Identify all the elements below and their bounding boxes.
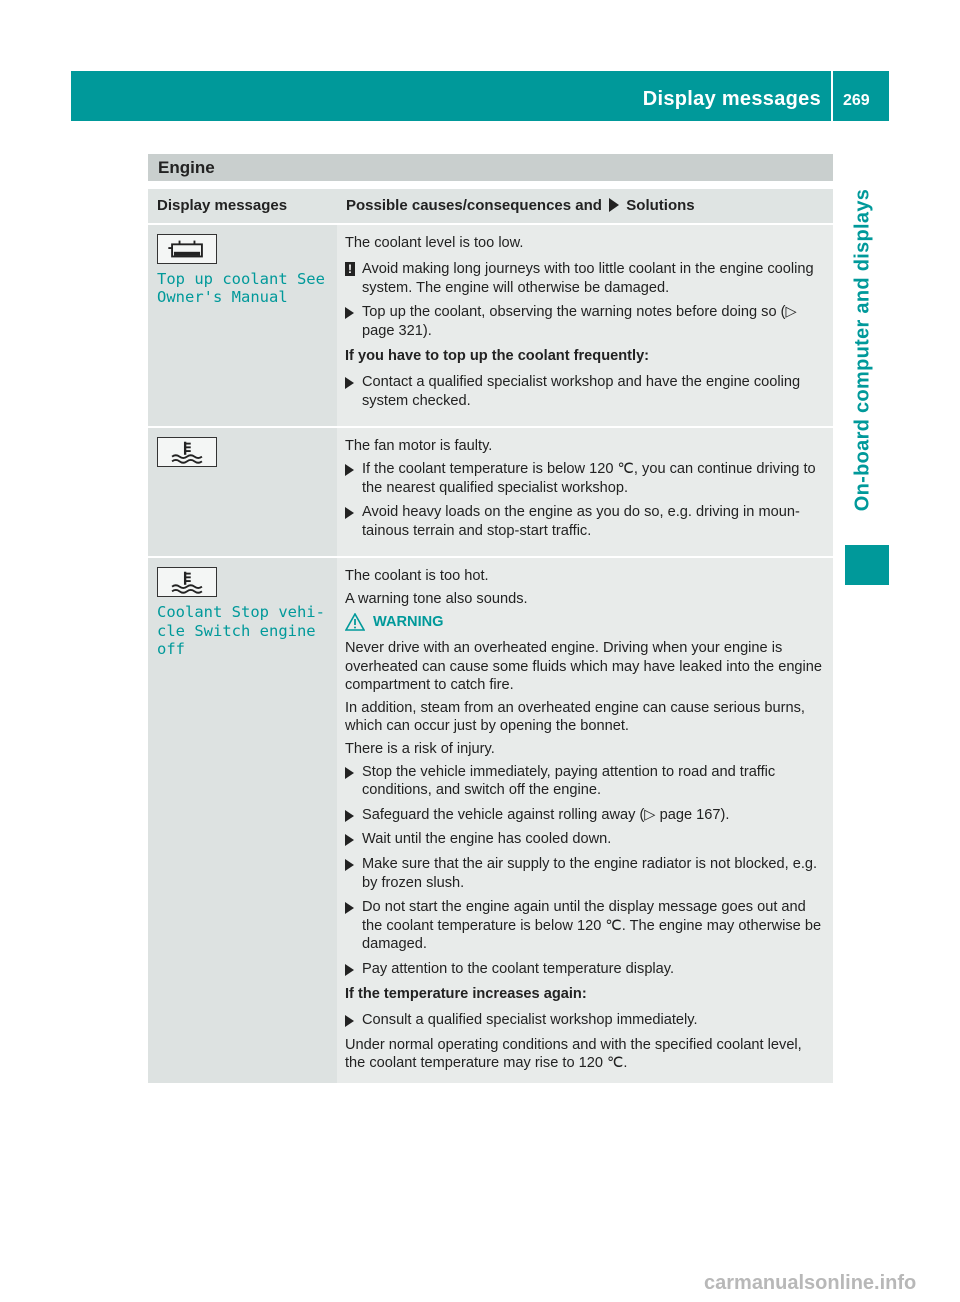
side-chapter-marker bbox=[845, 545, 889, 585]
message-cell bbox=[148, 427, 337, 557]
table-row bbox=[148, 557, 833, 1083]
message-cell bbox=[148, 557, 337, 1083]
subheading: If you have to top up the coolant frequently: bbox=[345, 347, 650, 364]
solution-cell bbox=[337, 427, 833, 557]
display-message-text: Top up coolant See Owner's Manual bbox=[157, 269, 325, 307]
bullet-text: Pay attention to the coolant temperature display. bbox=[362, 961, 675, 977]
solutions-arrow-icon bbox=[609, 198, 619, 212]
bullet-text: Avoid heavy loads on the engine as you do so, e.g. driving in moun-tainous terrain and stop-start traffic. bbox=[362, 504, 800, 539]
bullet-arrow-icon bbox=[345, 859, 354, 871]
warning-heading bbox=[345, 613, 825, 632]
paragraph: The fan motor is faulty. bbox=[345, 438, 493, 455]
coolant-temperature-icon bbox=[157, 567, 217, 597]
bullet-item bbox=[345, 855, 825, 892]
bullet-arrow-icon bbox=[345, 307, 354, 319]
bullet-item bbox=[345, 503, 825, 540]
bullet-text: Consult a qualified specialist workshop immediately. bbox=[362, 1012, 698, 1029]
header-divider bbox=[831, 71, 833, 121]
messages-table bbox=[148, 189, 833, 1083]
solution-cell bbox=[337, 224, 833, 428]
column-header-messages: Display messages bbox=[148, 189, 337, 224]
bullet-item bbox=[345, 303, 825, 340]
column-header-causes-suffix: Solutions bbox=[626, 197, 695, 214]
paragraph: A warning tone also sounds. bbox=[345, 590, 528, 607]
bullet-arrow-icon bbox=[345, 810, 354, 822]
bullet-text: Do not start the engine again until the display message goes out and the coolant temperature is below 120 ℃. The engine may otherwise be damaged. bbox=[362, 899, 822, 953]
bullet-text: Wait until the engine has cooled down. bbox=[362, 831, 612, 848]
bullet-text: Stop the vehicle immediately, paying attention to road and traffic conditions, and switch off the engine. bbox=[362, 763, 776, 799]
bullet-arrow-icon bbox=[345, 507, 354, 519]
column-header-causes-prefix: Possible causes/consequences and bbox=[346, 197, 602, 214]
table-header-row bbox=[148, 189, 833, 224]
warning-paragraph: Never drive with an overheated engine. Driving when your engine is overheated can cause some fluids which may have leaked into the engine compartment to catch fire. bbox=[345, 640, 823, 694]
bullet-item bbox=[345, 898, 825, 954]
coolant-temperature-icon bbox=[157, 437, 217, 467]
note bbox=[345, 260, 825, 297]
side-chapter-title bbox=[845, 170, 881, 530]
page-header bbox=[71, 71, 889, 121]
note-text: Avoid making long journeys with too little coolant in the engine cooling system. The engine will otherwise be damaged. bbox=[362, 261, 814, 296]
bullet-text: Safeguard the vehicle against rolling away (▷ page 167). bbox=[362, 806, 730, 823]
warning-triangle-icon bbox=[345, 613, 365, 631]
table-row bbox=[148, 224, 833, 428]
bullet-arrow-icon bbox=[345, 1015, 354, 1027]
bullet-text: Top up the coolant, observing the warning notes before doing so (▷ page 321). bbox=[362, 304, 797, 339]
bullet-arrow-icon bbox=[345, 902, 354, 914]
bullet-text: Make sure that the air supply to the engine radiator is not blocked, e.g. by frozen slush. bbox=[362, 856, 818, 891]
bullet-arrow-icon bbox=[345, 377, 354, 389]
bullet-item bbox=[345, 763, 825, 800]
bullet-arrow-icon bbox=[345, 964, 354, 976]
display-message-text: Coolant Stop vehi‑ cle Switch engine off bbox=[157, 603, 325, 659]
bullet-arrow-icon bbox=[345, 464, 354, 476]
paragraph: The coolant level is too low. bbox=[345, 234, 524, 251]
bullet-item bbox=[345, 960, 825, 979]
warning-paragraph: In addition, steam from an overheated engine can cause serious burns, which can occur just by opening the bonnet. bbox=[345, 699, 805, 735]
side-chapter-label: On-board computer and displays bbox=[851, 188, 874, 512]
bullet-arrow-icon bbox=[345, 767, 354, 779]
section-title: Engine bbox=[148, 154, 833, 181]
bullet-item bbox=[345, 830, 825, 849]
bullet-arrow-icon bbox=[345, 834, 354, 846]
bullet-item bbox=[345, 806, 825, 825]
column-header-causes bbox=[337, 189, 833, 224]
coolant-reservoir-icon bbox=[157, 234, 217, 264]
paragraph: Under normal operating conditions and with the specified coolant level, the coolant temperature may rise to 120 ℃. bbox=[345, 1036, 802, 1072]
solution-cell bbox=[337, 557, 833, 1083]
bullet-item bbox=[345, 1011, 825, 1030]
bullet-item bbox=[345, 373, 825, 410]
bullet-text: If the coolant temperature is below 120 ℃, you can continue driving to the nearest qualified specialist workshop. bbox=[362, 460, 816, 496]
header-title: Display messages bbox=[642, 88, 821, 110]
warning-paragraph: There is a risk of injury. bbox=[345, 741, 495, 758]
warning-label: WARNING bbox=[373, 613, 444, 630]
table-row bbox=[148, 427, 833, 557]
bullet-text: Contact a qualified specialist workshop and have the engine cooling system checked. bbox=[362, 374, 801, 409]
bullet-item bbox=[345, 460, 825, 497]
exclamation-icon: ! bbox=[345, 262, 355, 276]
page-number: 269 bbox=[843, 92, 870, 109]
paragraph: The coolant is too hot. bbox=[345, 568, 489, 585]
subheading: If the temperature increases again: bbox=[345, 985, 587, 1002]
message-cell bbox=[148, 224, 337, 428]
watermark: carmanualsonline.info bbox=[704, 1272, 917, 1294]
